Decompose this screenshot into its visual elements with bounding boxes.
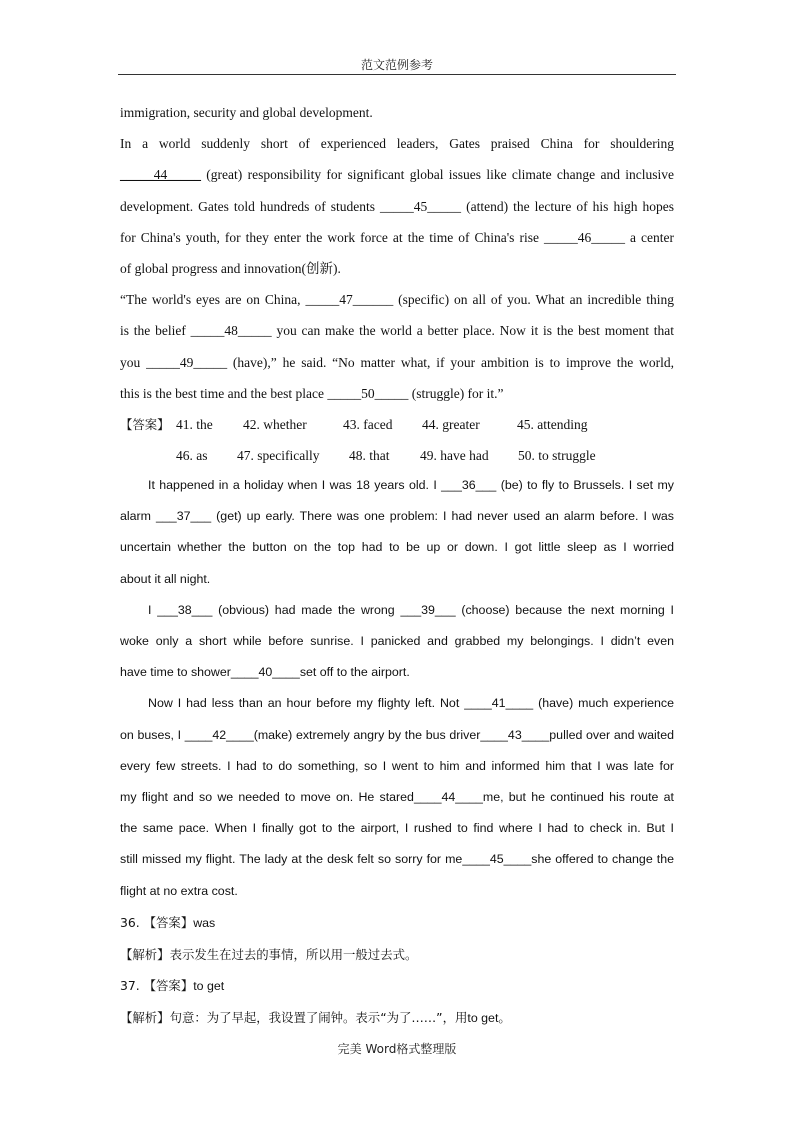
text-line: this is the best time and the best place _____50_____ (struggle) for it.” — [120, 385, 504, 401]
blank-44b[interactable]: ____44____ — [413, 790, 483, 805]
explanation-36: 【解析】表示发生在过去的事情，所以用一般过去式。 — [120, 947, 418, 963]
text-line: In a world suddenly short of experienced leaders, Gates praised China for shouldering — [120, 136, 674, 152]
explanation-37: 【解析】句意：为了早起，我设置了闹钟。表示“为了……”，用to get。 — [120, 1010, 511, 1026]
page-footer: 完美 Word格式整理版 — [337, 1042, 457, 1056]
answer-item: 44. greater — [422, 417, 480, 433]
text-line: I ___38___ (obvious) had made the wrong ___39___ (choose) because the next morning I — [148, 602, 675, 617]
blank-46[interactable]: _____46_____ — [543, 229, 625, 245]
text-line: you _____49_____ (have),” he said. “No matter what, if your ambition is to improve the world, — [120, 354, 675, 370]
passage-section-1 — [120, 97, 674, 471]
blank-47[interactable]: _____47______ — [305, 292, 394, 308]
blank-50[interactable]: _____50_____ — [327, 385, 409, 401]
text-line: about it all night. — [120, 571, 211, 586]
answer-label: 【答案】 — [120, 417, 170, 433]
answer-37: 37. 【答案】to get — [120, 978, 225, 994]
blank-42[interactable]: ____42____ — [184, 727, 254, 742]
text-line: _____44_____ (great) responsibility for significant global issues like climate change and inclusive — [120, 167, 674, 183]
text-line: development. Gates told hundreds of students _____45_____ (attend) the lecture of his high hopes — [120, 198, 674, 214]
page-header: 范文范例参考 — [360, 58, 433, 72]
blank-43[interactable]: ____43____ — [480, 727, 550, 742]
text-line: for China's youth, for they enter the work force at the time of China's rise _____46_____ a center — [120, 229, 674, 245]
text-line: still missed my flight. The lady at the desk felt so sorry for me____45____she offered to change the — [120, 852, 674, 867]
text-line: flight at no extra cost. — [120, 883, 238, 898]
answer-row-1 — [120, 409, 674, 440]
header-rule — [118, 74, 676, 75]
answer-item: 43. faced — [343, 417, 393, 433]
text-line: my flight and so we needed to move on. He stared____44____me, but he continued his route at — [120, 790, 674, 805]
passage-section-2 — [120, 470, 674, 1035]
blank-39[interactable]: ___39___ — [400, 602, 456, 617]
blank-41[interactable]: ____41____ — [464, 696, 534, 711]
text-line: on buses, I ____42____(make) extremely angry by the bus driver____43____pulled over and waited — [120, 727, 674, 742]
text-line: woke only a short while before sunrise. I panicked and grabbed my belongings. I didn’t even — [120, 634, 674, 649]
blank-40[interactable]: ____40____ — [230, 665, 300, 680]
text-line: uncertain whether the button on the top had to be up or down. I got little sleep as I worried — [120, 540, 674, 555]
text-line: the same pace. When I finally got to the airport, I rushed to find where I had to check in. But I — [120, 821, 674, 836]
answer-row-2 — [120, 440, 674, 471]
answer-item: 50. to struggle — [518, 448, 596, 464]
answer-item: 49. have had — [420, 448, 489, 464]
blank-36[interactable]: ___36___ — [441, 478, 497, 492]
blank-45b[interactable]: ____45____ — [462, 852, 532, 867]
answer-item: 48. that — [349, 448, 390, 464]
answer-36: 36. 【答案】was — [120, 914, 216, 930]
text-line: is the belief _____48_____ you can make the world a better place. Now it is the best moment that — [120, 323, 675, 339]
blank-44[interactable]: _____44_____ — [120, 167, 201, 183]
blank-45[interactable]: _____45_____ — [380, 198, 462, 214]
text-line: have time to shower____40____set off to the airport. — [120, 665, 410, 680]
blank-49[interactable]: _____49_____ — [146, 354, 228, 370]
answer-item: 41. the — [176, 417, 213, 433]
answer-item: 47. specifically — [237, 448, 320, 464]
text-line: “The world's eyes are on China, _____47______ (specific) on all of you. What an incredible thing — [120, 292, 674, 308]
text-line: every few streets. I had to do something, so I went to him and informed him that I was late for — [120, 758, 674, 773]
text-line: It happened in a holiday when I was 18 years old. I ___36___ (be) to fly to Brussels. I set my — [148, 478, 674, 492]
text-line: of global progress and innovation(创新). — [120, 261, 341, 277]
text-line: alarm ___37___ (get) up early. There was one problem: I had never used an alarm before. I was — [120, 509, 674, 524]
blank-37[interactable]: ___37___ — [156, 509, 212, 524]
answer-item: 46. as — [176, 448, 208, 464]
text-line: Now I had less than an hour before my flighty left. Not ____41____ (have) much experience — [148, 696, 675, 711]
answer-item: 45. attending — [517, 417, 588, 433]
blank-48[interactable]: _____48_____ — [190, 323, 272, 339]
text-line: immigration, security and global development. — [120, 105, 373, 120]
blank-38[interactable]: ___38___ — [157, 602, 213, 617]
answer-item: 42. whether — [243, 417, 307, 433]
